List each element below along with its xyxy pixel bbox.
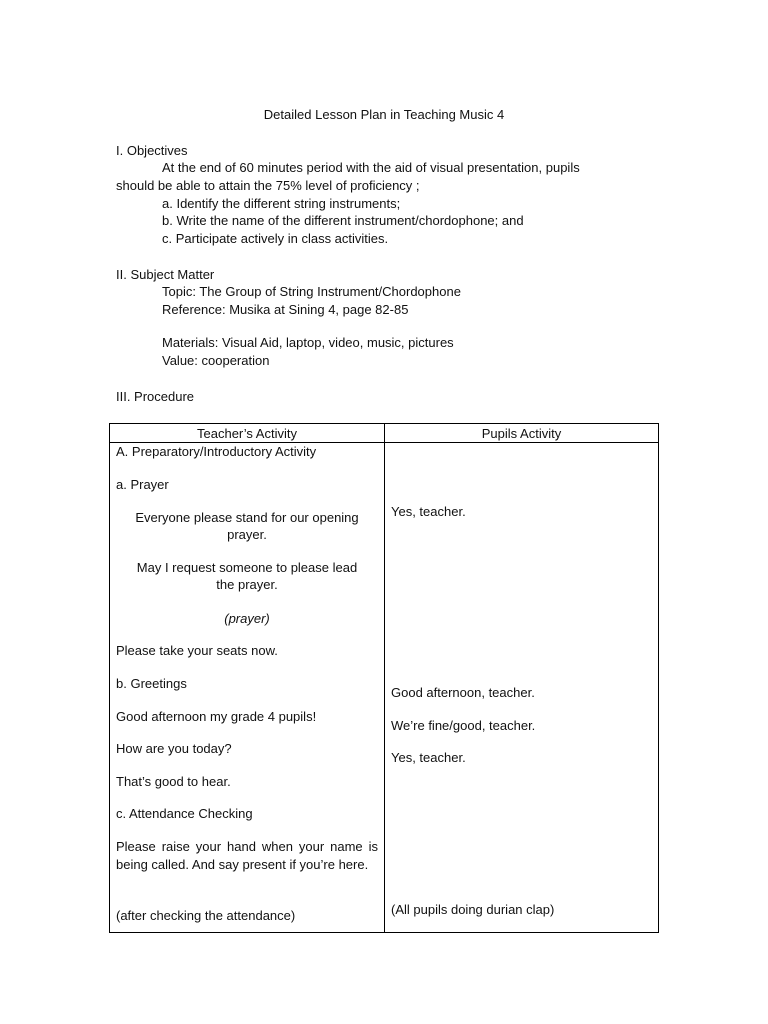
teacher-greetings-label: b. Greetings: [116, 676, 187, 691]
subject-reference: Reference: Musika at Sining 4, page 82-85: [162, 302, 409, 317]
pupils-activity-header: Pupils Activity: [481, 426, 562, 441]
teacher-take-seats: Please take your seats now.: [116, 643, 278, 658]
pupils-yes-teacher: Yes, teacher.: [391, 504, 466, 519]
objective-item: c. Participate actively in class activities.: [162, 231, 389, 246]
objective-item: b. Write the name of the different instrument/chordophone; and: [162, 213, 524, 228]
teacher-how-are-you: How are you today?: [116, 741, 232, 756]
pupils-good-afternoon: Good afternoon, teacher.: [391, 685, 535, 700]
subject-matter-heading: II. Subject Matter: [116, 267, 215, 282]
pupils-fine: We’re fine/good, teacher.: [391, 718, 536, 733]
subject-value: Value: cooperation: [162, 353, 270, 368]
teacher-good-to-hear: That’s good to hear.: [116, 774, 231, 789]
teacher-section-title: A. Preparatory/Introductory Activity: [116, 444, 317, 459]
objectives-intro-line1: At the end of 60 minutes period with the aid of visual presentation, pupils: [162, 160, 580, 175]
subject-materials: Materials: Visual Aid, laptop, video, music, pictures: [162, 335, 454, 350]
teacher-request-line2: the prayer.: [216, 577, 278, 592]
objectives-heading: I. Objectives: [116, 143, 188, 158]
teacher-request-line1: May I request someone to please lead: [136, 560, 358, 575]
procedure-heading: III. Procedure: [116, 389, 195, 404]
objective-item: a. Identify the different string instruments;: [162, 196, 401, 211]
procedure-table: [109, 423, 659, 933]
teacher-attendance-label: c. Attendance Checking: [116, 806, 253, 821]
pupils-durian-clap: (All pupils doing durian clap): [391, 902, 555, 917]
subject-topic: Topic: The Group of String Instrument/Chordophone: [162, 284, 461, 299]
teacher-prayer-label: a. Prayer: [116, 477, 169, 492]
teacher-activity-header: Teacher’s Activity: [197, 426, 297, 441]
pupils-yes-teacher: Yes, teacher.: [391, 750, 466, 765]
document-title: Detailed Lesson Plan in Teaching Music 4: [263, 107, 505, 122]
objectives-intro-line2: should be able to attain the 75% level of proficiency ;: [116, 178, 420, 193]
teacher-prayer-note: (prayer): [224, 611, 270, 626]
column-divider: [384, 424, 385, 932]
teacher-greeting: Good afternoon my grade 4 pupils!: [116, 709, 317, 724]
teacher-after-attendance: (after checking the attendance): [116, 908, 296, 923]
teacher-attendance-text: Please raise your hand when your name is being called. And say present if you’re here.: [116, 839, 378, 872]
teacher-prayer-line2: prayer.: [227, 527, 267, 542]
teacher-prayer-line1: Everyone please stand for our opening: [135, 510, 359, 525]
